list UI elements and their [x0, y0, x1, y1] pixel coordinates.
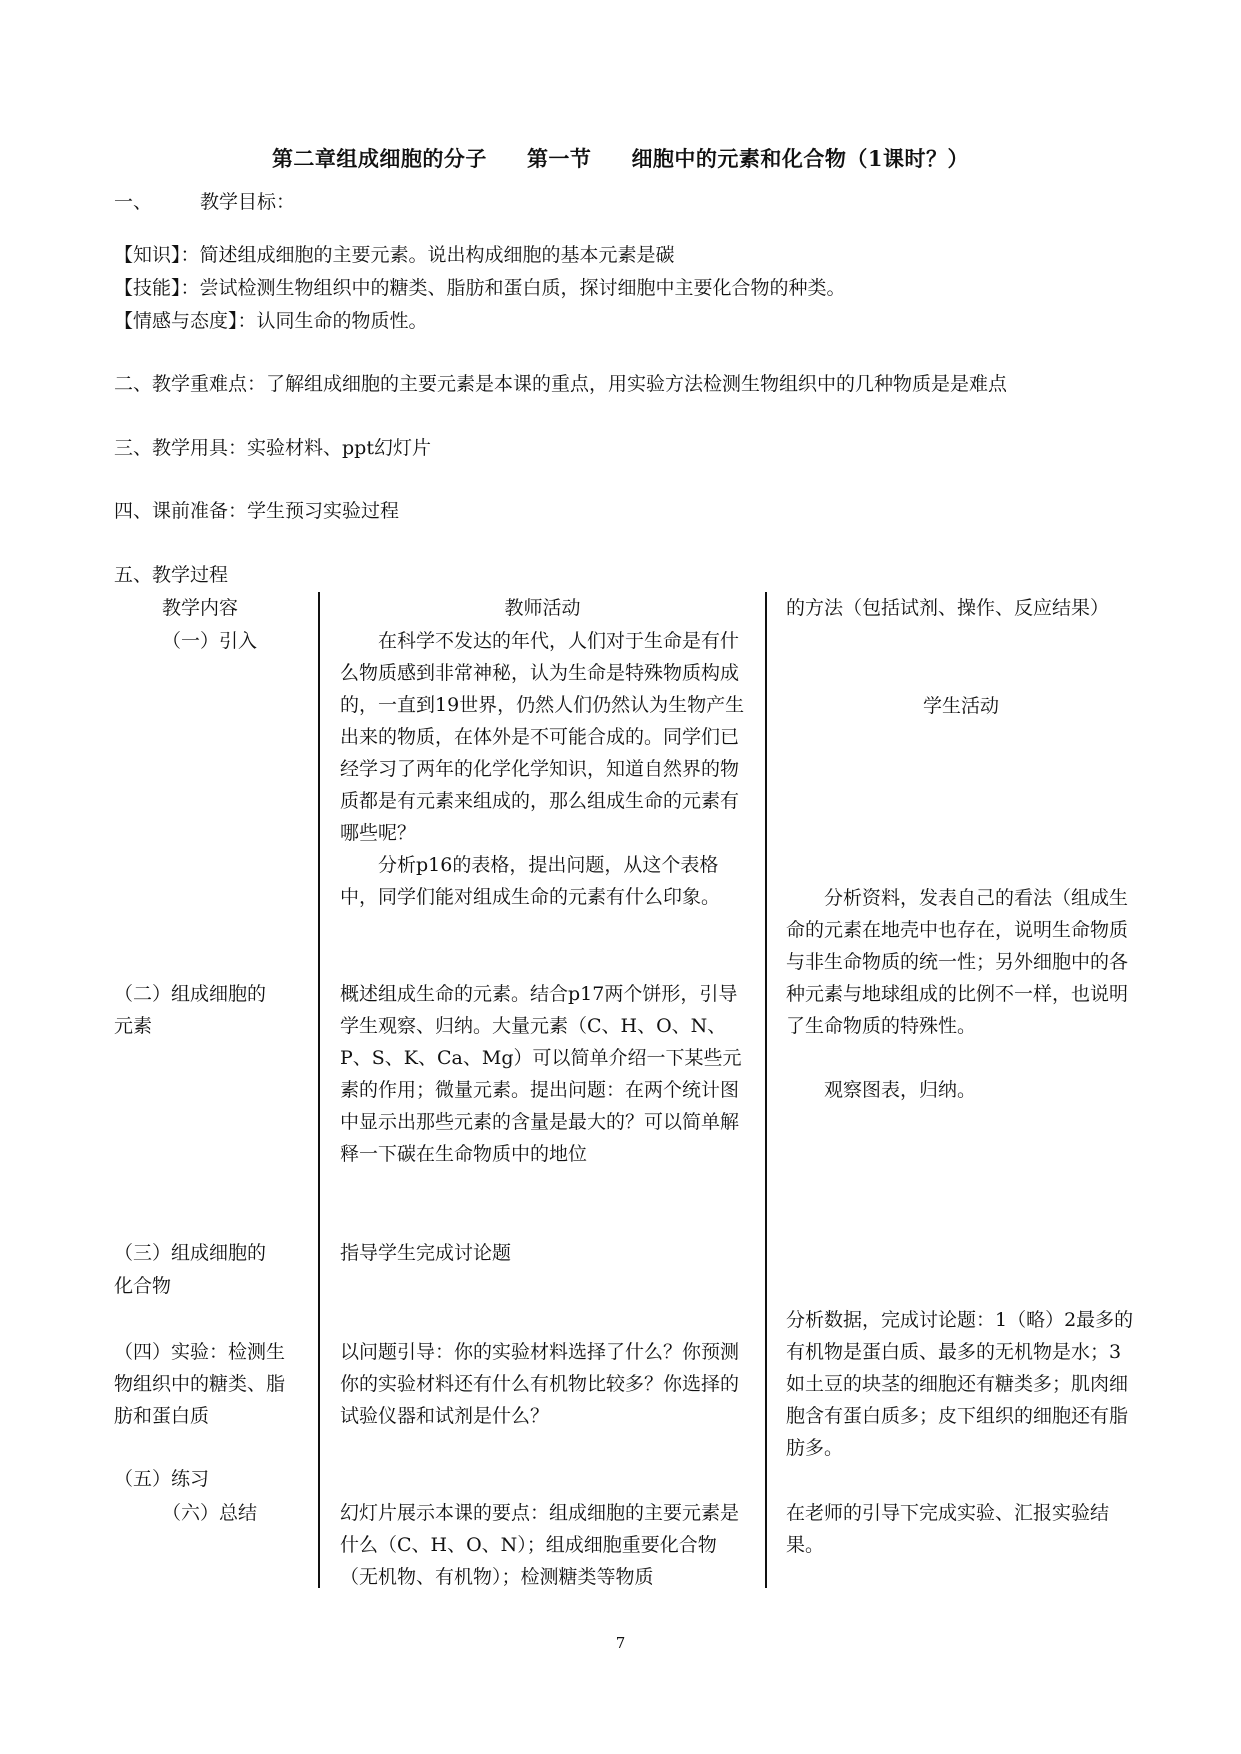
student-analysis: 分析资料，发表自己的看法（组成生命的元素在地壳中也存在，说明生命物质与非生命物质的统一性；另外细胞中的各种元素与地球组成的比例不一样，也说明了生命物质的特殊性。	[786, 887, 1129, 1037]
chapter-title: 第二章组成细胞的分子	[271, 146, 487, 171]
content-experiment-line3: 肪和蛋白质	[114, 1405, 210, 1427]
objective-knowledge: 【知识】：简述组成细胞的主要元素。说出构成细胞的基本元素是碳	[114, 244, 675, 266]
col3-header: 学生活动	[922, 695, 999, 717]
column-divider-left	[318, 592, 320, 1588]
teacher-experiment: 以问题引导：你的实验材料选择了什么？你预测你的实验材料还有什么有机物比较多？你选择的试验仪器和试剂是什么？	[340, 1341, 740, 1427]
column-divider-right	[765, 592, 767, 1588]
page-title	[0, 143, 1241, 173]
student-observe: 观察图表，归纳。	[824, 1079, 977, 1101]
objective-skill: 【技能】：尝试检测生物组织中的糖类、脂肪和蛋白质，探讨细胞中主要化合物的种类。	[114, 277, 846, 299]
teacher-intro-paragraph1: 在科学不发达的年代，人们对于生命是有什么物质感到非常神秘，认为生命是特殊物质构成的，一直到19世界，仍然人们仍然认为生物产生出来的物质，在体外是不可能合成的。同学们已经学习了两年的化学化学知识，知道自然界的物质都是有元素来组成的，那么组成生命的元素有哪些呢？	[340, 630, 745, 844]
content-practice: （五）练习	[114, 1468, 210, 1490]
content-compounds-line2: 化合物	[114, 1275, 172, 1297]
content-intro: （一）引入	[162, 630, 258, 652]
teacher-compounds: 指导学生完成讨论题	[340, 1242, 512, 1264]
content-experiment-line1: （四）实验：检测生	[114, 1341, 286, 1363]
teacher-summary: 幻灯片展示本课的要点：组成细胞的主要元素是什么（C、H、O、N）；组成细胞重要化合物（无机物、有机物）；检测糖类等物质	[340, 1502, 740, 1588]
section-title: 第一节	[526, 146, 592, 171]
student-method-continuation: 的方法（包括试剂、操作、反应结果）	[786, 597, 1110, 619]
objective-attitude: 【情感与态度】：认同生命的物质性。	[114, 310, 428, 332]
student-discussion: 分析数据，完成讨论题：1（略）2最多的有机物是蛋白质、最多的无机物是水；3如土豆的块茎的细胞还有糖类多；肌肉细胞含有蛋白质多；皮下组织的细胞还有脂肪多。	[786, 1309, 1134, 1459]
page-number: 7	[615, 1634, 626, 1652]
teaching-tools: 三、教学用具：实验材料、ppt幻灯片	[114, 437, 431, 459]
objectives-heading-number: 一、	[114, 191, 153, 213]
content-elements-line1: （二）组成细胞的	[114, 983, 267, 1005]
class-preparation: 四、课前准备：学生预习实验过程	[114, 500, 400, 522]
content-compounds-line1: （三）组成细胞的	[114, 1242, 267, 1264]
key-points: 二、教学重难点：了解组成细胞的主要元素是本课的重点，用实验方法检测生物组织中的几种物质是是难点	[114, 373, 1008, 395]
teacher-intro	[340, 625, 745, 913]
objectives-heading: 教学目标：	[200, 191, 296, 213]
topic-title: 细胞中的元素和化合物（1课时？）	[631, 146, 970, 171]
process-heading: 五、教学过程	[114, 564, 229, 586]
teacher-intro-paragraph2: 分析p16的表格，提出问题，从这个表格中，同学们能对组成生命的元素有什么印象。	[340, 854, 721, 908]
content-elements-line2: 元素	[114, 1015, 153, 1037]
teacher-elements: 概述组成生命的元素。结合p17两个饼形，引导学生观察、归纳。大量元素（C、H、O、N、P、S、K、Ca、Mg）可以简单介绍一下某些元素的作用；微量元素。提出问题：在两个统计图中显示出那些元素的含量是最大的？可以简单解释一下碳在生命物质中的地位	[340, 983, 742, 1165]
content-summary: （六）总结	[162, 1502, 258, 1524]
student-lab: 在老师的引导下完成实验、汇报实验结果。	[786, 1502, 1110, 1556]
col2-header: 教师活动	[504, 597, 581, 619]
content-experiment-line2: 物组织中的糖类、脂	[114, 1373, 286, 1395]
col1-header: 教学内容	[162, 597, 239, 619]
